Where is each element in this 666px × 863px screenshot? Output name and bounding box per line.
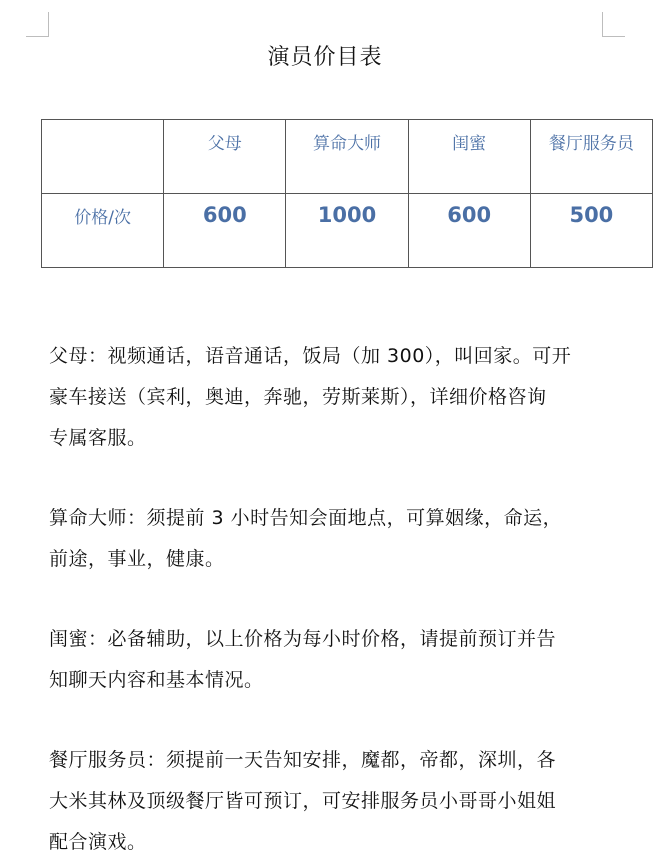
table-price-cell: 1000	[286, 194, 408, 268]
price-table	[41, 119, 653, 268]
table-header-cell: 父母	[164, 120, 286, 194]
text-line: 配合演戏。	[49, 831, 147, 853]
table-header-row	[42, 120, 653, 194]
text-line: 知聊天内容和基本情况。	[49, 669, 264, 691]
table-price-cell: 500	[530, 194, 652, 268]
text-line: 专属客服。	[49, 427, 147, 449]
table-corner-cell	[42, 120, 164, 194]
table-price-cell: 600	[408, 194, 530, 268]
table-row	[42, 194, 653, 268]
table-header-cell: 餐厅服务员	[530, 120, 652, 194]
text-line: 豪车接送（宾利，奥迪，奔驰，劳斯莱斯），详细价格咨询	[49, 386, 547, 408]
crop-mark-top-left	[26, 12, 49, 37]
text-line: 算命大师：须提前 3 小时告知会面地点，可算姻缘，命运，	[49, 507, 563, 529]
text-line: 大米其林及顶级餐厅皆可预订，可安排服务员小哥哥小姐姐	[49, 790, 557, 812]
table-price-cell: 600	[164, 194, 286, 268]
table-row-label: 价格/次	[42, 194, 164, 268]
crop-mark-top-right	[602, 12, 625, 37]
table-header-cell: 算命大师	[286, 120, 408, 194]
paragraph-bestie	[49, 619, 619, 701]
text-line: 前途，事业，健康。	[49, 548, 225, 570]
text-line: 闺蜜：必备辅助，以上价格为每小时价格，请提前预订并告	[49, 628, 557, 650]
table-header-cell: 闺蜜	[408, 120, 530, 194]
paragraph-fortune-teller	[49, 498, 619, 580]
paragraph-parents	[49, 336, 619, 459]
paragraph-waiter	[49, 740, 619, 863]
text-line: 父母：视频通话，语音通话，饭局（加 300），叫回家。可开	[49, 345, 572, 367]
text-line: 餐厅服务员：须提前一天告知安排，魔都，帝都，深圳，各	[49, 749, 557, 771]
body-text	[49, 336, 619, 863]
document-title: 演员价目表	[267, 45, 383, 70]
